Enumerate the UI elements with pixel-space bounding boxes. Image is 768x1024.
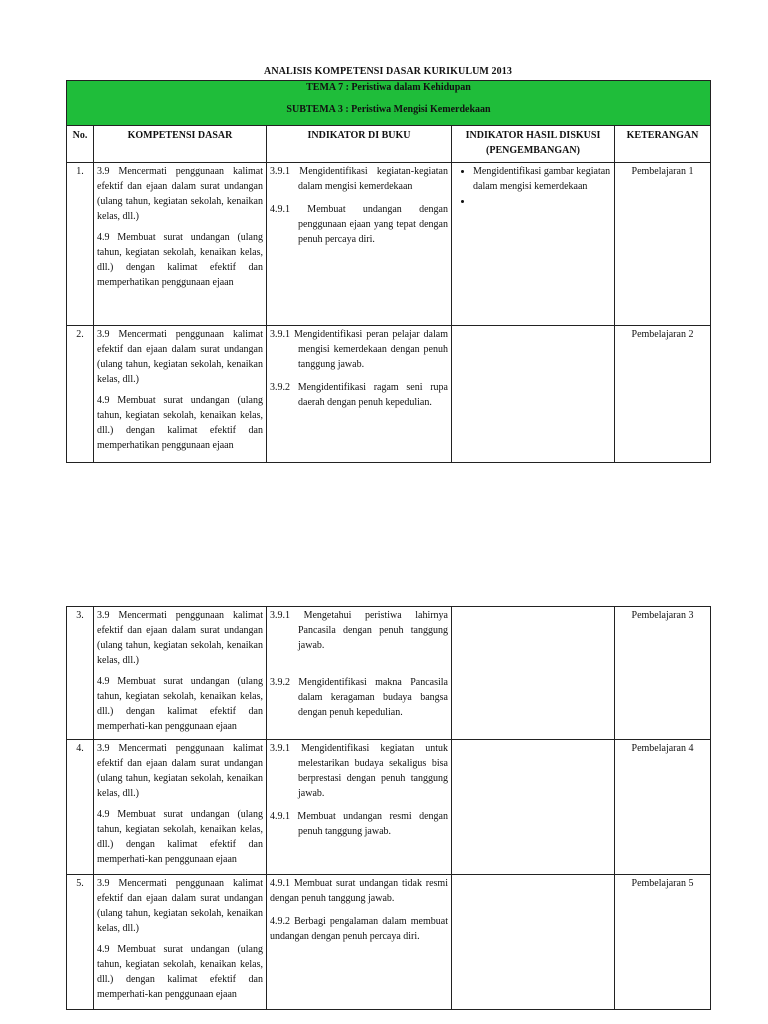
- keterangan-cell: Pembelajaran 3: [615, 607, 711, 740]
- indikator-buku-cell: [267, 740, 452, 875]
- indikator-buku-cell: [267, 163, 452, 326]
- indikator-buku-cell: [267, 607, 452, 740]
- header-indikator-hasil-line1: INDIKATOR HASIL DISKUSI: [465, 130, 601, 141]
- theme-banner: [67, 81, 711, 126]
- indikator-2: 3.9.2 Mengidentifikasi makna Pancasila dalam keragaman budaya bangsa dengan penuh kepedulian.: [270, 677, 448, 718]
- kd-4-9: 4.9 Membuat surat undangan (ulang tahun, kegiatan sekolah, kenaikan kelas, dll.) dengan kalimat efektif dan memperhatikan penggunaan ejaan: [97, 232, 263, 288]
- kd-3-9: 3.9 Mencermati penggunaan kalimat efektif dan ejaan dalam surat undangan (ulang tahun, kegiatan sekolah, kenaikan kelas, dll.): [97, 878, 263, 934]
- indikator-2: 4.9.1 Membuat undangan dengan penggunaan ejaan yang tepat dengan penuh percaya diri.: [270, 204, 448, 245]
- indikator-buku-cell: [267, 326, 452, 463]
- kd-analysis-table-page-1: [66, 80, 711, 463]
- kd-3-9: 3.9 Mencermati penggunaan kalimat efektif dan ejaan dalam surat undangan (ulang tahun, kegiatan sekolah, kenaikan kelas, dll.): [97, 743, 263, 799]
- indikator-1: 3.9.1 Mengidentifikasi kegiatan-kegiatan dalam mengisi kemerdekaan: [270, 166, 448, 192]
- kompetensi-dasar-cell: [94, 326, 267, 463]
- kompetensi-dasar-cell: [94, 740, 267, 875]
- header-no: No.: [67, 126, 94, 163]
- hasil-list: [455, 164, 611, 209]
- indikator-2: 4.9.2 Berbagi pengalaman dalam membuat undangan dengan penuh percaya diri.: [270, 916, 448, 942]
- table-row: [67, 607, 711, 740]
- row-number: 3.: [67, 607, 94, 740]
- table-row: [67, 163, 711, 326]
- keterangan-cell: Pembelajaran 2: [615, 326, 711, 463]
- row-number: 2.: [67, 326, 94, 463]
- tema-label: TEMA 7 : Peristiwa dalam Kehidupan: [306, 82, 471, 93]
- indikator-buku-cell: [267, 875, 452, 1010]
- kd-4-9: 4.9 Membuat surat undangan (ulang tahun, kegiatan sekolah, kenaikan kelas, dll.) dengan kalimat efektif dan memperhati-kan penggunaan ejaan: [97, 809, 263, 865]
- kd-3-9: 3.9 Mencermati penggunaan kalimat efektif dan ejaan dalam surat undangan (ulang tahun, kegiatan sekolah, kenaikan kelas, dll.): [97, 166, 263, 222]
- indikator-hasil-cell: [452, 607, 615, 740]
- kompetensi-dasar-cell: [94, 607, 267, 740]
- indikator-1: 3.9.1 Mengidentifikasi kegiatan untuk melestarikan budaya sekaligus bisa berprestasi dengan penuh tanggung jawab.: [270, 743, 448, 799]
- table-row: [67, 740, 711, 875]
- indikator-2: 4.9.1 Membuat undangan resmi dengan penuh tanggung jawab.: [270, 811, 448, 837]
- header-kompetensi-dasar: KOMPETENSI DASAR: [94, 126, 267, 163]
- subtema-label: SUBTEMA 3 : Peristiwa Mengisi Kemerdekaan: [286, 104, 491, 115]
- header-indikator-buku: INDIKATOR DI BUKU: [267, 126, 452, 163]
- list-item: [473, 194, 611, 209]
- header-keterangan: KETERANGAN: [615, 126, 711, 163]
- table-row: [67, 875, 711, 1010]
- indikator-hasil-cell: [452, 326, 615, 463]
- row-number: 5.: [67, 875, 94, 1010]
- indikator-hasil-cell: [452, 875, 615, 1010]
- indikator-1: 3.9.1 Mengidentifikasi peran pelajar dalam mengisi kemerdekaan dengan penuh tanggung jawab.: [270, 329, 448, 370]
- table-row: [67, 326, 711, 463]
- indikator-1: 4.9.1 Membuat surat undangan tidak resmi dengan penuh tanggung jawab.: [270, 878, 448, 904]
- list-item: • Mengidentifikasi gambar kegiatan dalam mengisi kemerdekaan: [473, 164, 611, 194]
- indikator-hasil-cell: [452, 163, 615, 326]
- indikator-2: 3.9.2 Mengidentifikasi ragam seni rupa daerah dengan penuh kepedulian.: [270, 382, 448, 408]
- kd-analysis-table-page-2: [66, 606, 711, 1010]
- kompetensi-dasar-cell: [94, 163, 267, 326]
- keterangan-cell: Pembelajaran 4: [615, 740, 711, 875]
- kd-4-9: 4.9 Membuat surat undangan (ulang tahun, kegiatan sekolah, kenaikan kelas, dll.) dengan kalimat efektif dan memperhati-kan penggunaan ejaan: [97, 944, 263, 1000]
- row-number: 1.: [67, 163, 94, 326]
- kd-4-9: 4.9 Membuat surat undangan (ulang tahun, kegiatan sekolah, kenaikan kelas, dll.) dengan kalimat efektif dan memperhatikan penggunaan ejaan: [97, 395, 263, 451]
- kd-3-9: 3.9 Mencermati penggunaan kalimat efektif dan ejaan dalam surat undangan (ulang tahun, kegiatan sekolah, kenaikan kelas, dll.): [97, 329, 263, 385]
- indikator-hasil-cell: [452, 740, 615, 875]
- row-number: 4.: [67, 740, 94, 875]
- kd-4-9: 4.9 Membuat surat undangan (ulang tahun, kegiatan sekolah, kenaikan kelas, dll.) dengan kalimat efektif dan memperhati-kan penggunaan ejaan: [97, 676, 263, 732]
- kompetensi-dasar-cell: [94, 875, 267, 1010]
- kd-3-9: 3.9 Mencermati penggunaan kalimat efektif dan ejaan dalam surat undangan (ulang tahun, kegiatan sekolah, kenaikan kelas, dll.): [97, 610, 263, 666]
- header-row: [67, 126, 711, 163]
- keterangan-cell: Pembelajaran 1: [615, 163, 711, 326]
- document-title: ANALISIS KOMPETENSI DASAR KURIKULUM 2013: [264, 66, 512, 77]
- header-indikator-hasil: [452, 126, 615, 163]
- banner-row: [67, 81, 711, 126]
- header-indikator-hasil-line2: (PENGEMBANGAN): [486, 145, 580, 156]
- keterangan-cell: Pembelajaran 5: [615, 875, 711, 1010]
- indikator-1: 3.9.1 Mengetahui peristiwa lahirnya Pancasila dengan penuh tanggung jawab.: [270, 610, 448, 651]
